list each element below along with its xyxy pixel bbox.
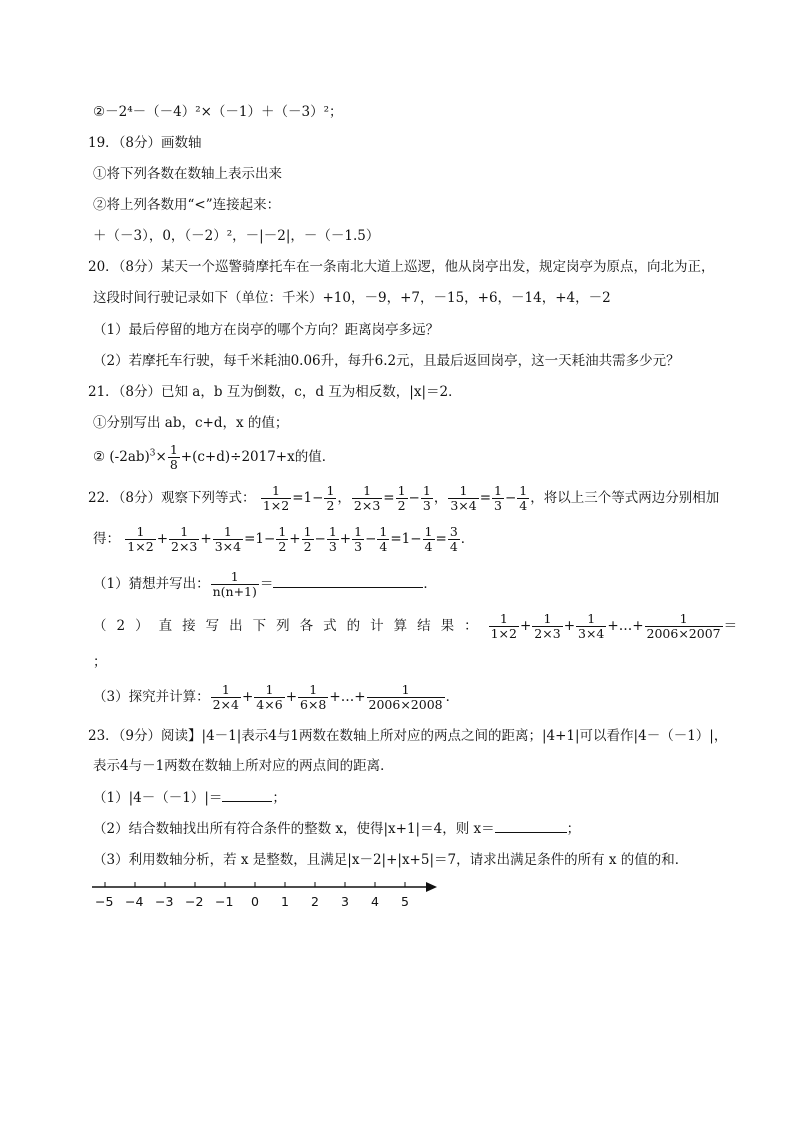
q21-expr1: (-2ab) — [109, 449, 150, 465]
number-line-label: 0 — [251, 894, 259, 909]
q23-part2: （2）结合数轴找出所有符合条件的整数 x，使得|x+1|＝4，则 x＝ ； — [93, 821, 581, 837]
number-line-label: −4 — [125, 894, 144, 909]
q23-title2: 表示4与－1两数在数轴上所对应的两点间的距离． — [93, 758, 394, 774]
q19-item2: ②将上列各数用“<”连接起来： — [93, 197, 281, 213]
q22-part3: （3）探究并计算： $\frac{1}{2\times 4}$ + $\frac{1}{4\times 6}$ + $\frac{1}{6\times 8}$ +…+ $\frac{1}{2006\times 2008}$ ． — [93, 682, 460, 712]
number-line-label: −5 — [95, 894, 114, 909]
q21-item2 — [93, 443, 335, 472]
answer-blank[interactable] — [273, 575, 423, 588]
q20-part2: （2）若摩托车行驶，每千米耗油0.06升，每升6.2元，且最后返回岗亭，这一天耗油共需多少元？ — [93, 353, 680, 369]
q23-part1: （1）|4－（－1）|＝ ； — [93, 790, 286, 806]
q22-gain: 得： — [93, 531, 120, 547]
frac: $\frac{1}{3\times 4}$ — [450, 483, 477, 513]
q21-expr2: +(c+d)÷2017+x的值． — [180, 449, 336, 465]
q23-part2-label: （2）结合数轴找出所有符合条件的整数 x，使得|x+1|＝4，则 x＝ — [93, 821, 495, 837]
q22-semicolon: ； — [93, 654, 107, 670]
arrow-right-icon — [426, 882, 437, 892]
frac-num: 1 — [169, 442, 178, 457]
q21-item2-prefix: ② — [93, 449, 106, 465]
q22-part2-label: （2）直接写出下列各式的计算结果： — [93, 618, 488, 634]
q18-item2: ②－2⁴－（－4）²×（－1）＋（－3）²； — [93, 104, 343, 120]
q23-part1-label: （1）|4－（－1）|＝ — [93, 790, 223, 806]
q22-part1: （1）猜想并写出： $\frac{1}{n(n+1)}$ ＝ ． — [93, 569, 437, 599]
q21-item1: ①分别写出 ab，c+d，x 的值； — [93, 415, 289, 431]
q21-times: × — [155, 449, 167, 465]
number-line-label: 5 — [401, 894, 409, 909]
answer-blank[interactable] — [222, 789, 272, 802]
frac: $\frac{1}{2\times 3}$ — [353, 483, 381, 513]
q23-part3: （3）利用数轴分析，若 x 是整数，且满足|x－2|+|x+5|＝7，请求出满足条件的所有 x 的值的和． — [93, 852, 689, 868]
frac-den: 8 — [169, 457, 178, 472]
q20-title: 20．（8分）某天一个巡警骑摩托车在一条南北大道上巡逻，他从岗亭出发，规定岗亭为原点，向北为正， — [88, 259, 715, 275]
q21-frac — [168, 443, 180, 472]
q21-title: 21．（8分）已知 a，b 互为倒数，c，d 互为相反数，|x|＝2． — [88, 384, 462, 400]
q22-title: 22．（8分）观察下列等式： — [88, 490, 256, 506]
q19-numbers: ＋（－3），0，（－2）²，－|－2|，－（－1.5） — [93, 228, 380, 244]
q22-part1-label: （1）猜想并写出： — [93, 576, 210, 592]
number-line-label: −3 — [155, 894, 174, 909]
number-line — [90, 878, 450, 914]
q20-part1: （1）最后停留的地方在岗亭的哪个方向？距离岗亭多远？ — [93, 322, 440, 338]
q21-exp: 3 — [149, 448, 156, 459]
q22-title-line: 22．（8分）观察下列等式： $\frac{1}{1\times 2}$ =1− $\frac{1}{2}$ ， $\frac{1}{2\times 3}$ = $\frac{1}{2}$ − $\frac{1}{3}$ ， $\frac{1}{3\times 4}$ = $\frac{1}{3}$ − $\frac{1}{4}$ ，将以上三个等式两边分别相加 — [88, 483, 720, 513]
q22-part3-label: （3）探究并计算： — [93, 689, 210, 705]
q22-part2: （2）直接写出下列各式的计算结果： $\frac{1}{1\times 2}$ + $\frac{1}{2\times 3}$ + $\frac{1}{3\times 4}$ +…+ $\frac{1}{2006\times 2007}$ ＝ — [93, 611, 738, 641]
number-line-label: −1 — [215, 894, 234, 909]
number-line-label: 4 — [371, 894, 379, 909]
number-line-label: 1 — [281, 894, 289, 909]
number-line-label: 2 — [311, 894, 319, 909]
q22-p1-frac: $\frac{1}{n(n+1)}$ — [212, 569, 257, 599]
q22-title-tail: ，将以上三个等式两边分别相加 — [530, 490, 720, 506]
q22-sum-line: 得： $\frac{1}{1\times 2}$ + $\frac{1}{2\times 3}$ + $\frac{1}{3\times 4}$ =1− $\frac{1}{2}$ + $\frac{1}{2}$ − $\frac{1}{3}$ + $\frac{1}{3}$ − $\frac{1}{4}$ =1− $\frac{1}{4}$ = $\frac{3}{4}$ ． — [93, 524, 475, 554]
q20-title2: 这段时间行驶记录如下（单位：千米）+10，－9，+7，－15，+6，－14，+4，－2 — [93, 290, 611, 306]
q19-title: 19．（8分）画数轴 — [88, 135, 202, 151]
number-line-label: 3 — [341, 894, 349, 909]
q19-item1: ①将下列各数在数轴上表示出来 — [93, 166, 282, 182]
frac: $\frac{1}{1\times 2}$ — [262, 483, 290, 513]
frac: $\frac{1}{2}$ — [326, 483, 335, 513]
answer-blank[interactable] — [495, 820, 567, 833]
number-line-label: −2 — [185, 894, 204, 909]
q23-title: 23．（9分）阅读】|4－1|表示4与1两数在数轴上所对应的两点之间的距离；|4+1|可以看作|4－（－1）|， — [88, 728, 728, 744]
